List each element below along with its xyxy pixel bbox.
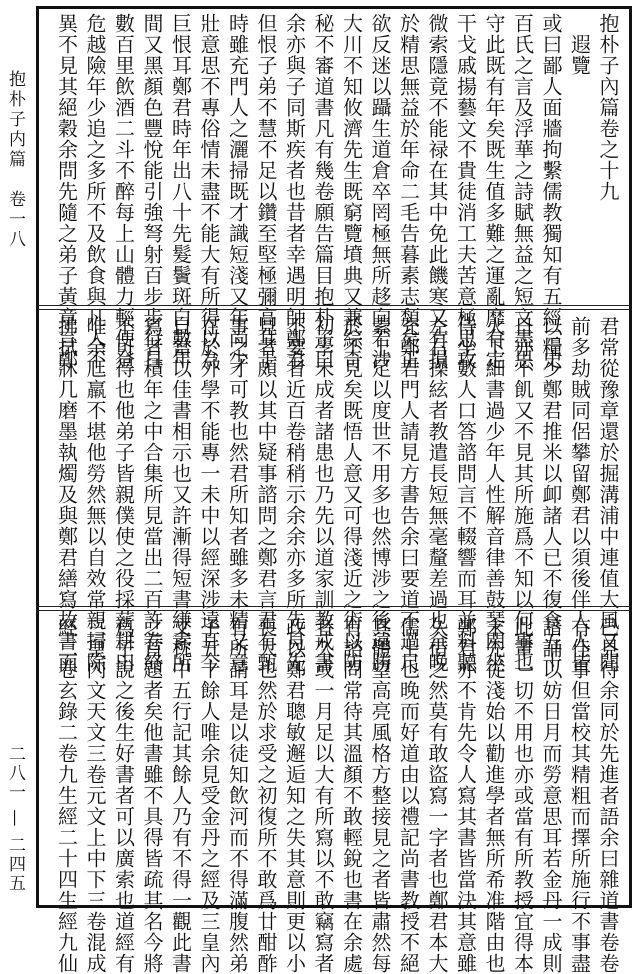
text-column: 寫者積年之中合集所見當出二百許卷終 [140,316,164,673]
text-column: 政以鄭君聰敏邂逅知之失其意則更以小 [282,617,307,974]
text-column: 爲子說之後生好書者可以廣索也道經有 [111,617,136,974]
text-column: 左右操絃者教遣長短無毫釐差過也余晚 [425,316,449,673]
text-column: 抱朴子內篇卷之十九 [596,13,620,202]
text-column: 子五十餘人唯余見受金丹之經及三皇內 [197,617,221,974]
text-column: 間又黑顏色豐悅能引強弩射百步步行日 [140,13,164,370]
book-title-margin: 抱朴子内篇 卷一八 [5,70,25,250]
text-column: 儒士也晚而好道由以禮記尚書教授不絕 [396,617,421,974]
text-panel-bottom [36,613,632,974]
text-column: 於不見矣既悟人意又可得淺近之術以防 [339,316,364,673]
column-block-top [52,13,622,370]
text-column: 者久或一月足以大有所寫以不敢竊寫者 [311,617,335,974]
text-column: 巨恨耳鄭君時年出八十先髮鬢斑白數年 [168,13,193,370]
text-column: 有佳事但當校其精粗而擇所施行不事盡 [567,617,592,974]
text-column: 末先從淺始以勸進學者無所希准階由也 [482,617,506,974]
text-column: 自當以佳書相示也又許漸得短書縑素所 [168,316,193,673]
text-column: 喪大也然於求受之初復所不敢爲廿酣酢 [254,617,278,974]
text-column: 秘不審道書凡有幾卷願告篇目抱朴子曰 [311,13,335,370]
page-number-margin: 二八一 — 二四五 [5,745,25,893]
text-column: 侍坐數人口答諮問言不輟響而耳並料聽 [453,316,478,673]
text-column: 鄭君亦不肯先令人寫其書皆當決其意雖 [453,617,478,974]
column-block-middle [52,316,622,673]
text-column: 危越險年少追之多所不及飲食與凡人不 [83,13,107,370]
text-column: 不可得也他弟子皆親僕使之役採薪耕田 [111,316,136,673]
text-column: 余亦與子同斯疾者也昔者幸遇明師鄭君 [282,13,307,370]
text-column: 初學未成者諸患也乃先以道家訓教戒書 [311,316,335,673]
text-column: 大川不知攸濟先生既窮覽墳典又兼綜奇 [339,13,364,370]
text-column: 異不見其絕穀余問先隨之弟子黃章言鄭 [54,13,79,370]
text-column: 有諮問常待其溫顏不敢輕銳也書在余處 [339,617,364,974]
text-column: 素上足以度世不用多也然博涉之後遠勝 [368,316,392,673]
text-column: 久借之然莫有敢盜寫一字者也鄭君本大 [425,617,449,974]
text-column: 拂拭牀几磨墨執燭及與鄭君繕寫故書而 [54,316,79,673]
text-column: 於精思無益於年命二毛告暮素志頽矣正 [396,13,421,370]
panel-divider-1b [36,309,632,310]
panel-divider-2b [36,610,632,611]
text-column: 遐覽 [567,13,592,76]
text-column: 其體望高亮風格方整接見之者皆肅然每 [368,617,392,974]
text-column: 前多劫賊同侶攀留鄭君以須後伴人人皆 [567,316,592,673]
text-column: 數百里飲酒二斗不醉每上山體力輕便登 [111,13,136,370]
text-column: 唯余尫羸不堪他勞然無以自效常親掃除 [83,316,107,673]
text-column: 干戈戚揚藝文不貴徒消工夫苦意極思攻 [453,13,478,370]
text-column: 微索隱竟不能禄在其中免此饑寒又有損 [425,13,449,370]
text-column: 火下細書過少年人性解音律善鼓琴閑坐 [482,316,506,673]
text-column: 諳誦以妨日月而勞意思耳若金丹一成則 [539,617,563,974]
text-column: 之首題者矣他書雖不具得皆疏其名今將 [140,617,164,974]
text-column: 但恨子弟不慧不足以鑽至堅極彌高耳于 [254,13,278,370]
text-column: 以糧少鄭君推米以卹諸人已不復食五十 [539,316,563,673]
text-column: 百氏之言及浮華之詩賦無益之短文盡思 [510,13,535,370]
text-column: 充鄭君門人請見方書告余曰要道不過尺 [396,316,421,673]
text-column: 事之才可教也然君所知者雖多未精又意 [225,316,250,673]
text-column: 不要者近百卷稍稍示余余亦多所先見先 [282,316,307,673]
text-column: 時雖充門人之灑掃既才識短淺又年尚少 [225,13,250,370]
text-column: 壯意思不專俗情未盡不能大有所得以為 [197,13,221,370]
text-column: 或曰鄙人面牆拘繫儒教獨知有五經三史 [539,13,563,370]
text-panel-middle [36,312,632,673]
text-column: 見者頗以其中疑事諮問之鄭君言君有甄 [254,316,278,673]
text-column: 欲反迷以躡生道倉卒罔極無所趍向若涉 [368,13,392,370]
panel-divider-2 [36,606,632,607]
text-column: 文枕中五行記其餘人乃有不得一觀此書 [168,617,193,974]
panel-divider-1 [36,305,632,306]
text-panel-top [36,9,632,370]
column-block-bottom [52,617,622,974]
text-column: 有所請耳是以徒知飲河而不得滿腹然弟 [225,617,250,974]
text-column: 在於外學不能專一未中以經深涉遠耳今 [197,316,221,673]
text-column: 此輩一切不用也亦或當有所教授宜得本 [510,617,535,974]
text-column: 已見待余同於先進者語余曰雜道書卷卷 [596,617,620,974]
text-column: 三皇內文天文三卷元文上中下三卷混成 [83,617,107,974]
text-column: 經二卷玄錄二卷九生經二十四生經九仙 [54,617,79,974]
text-column: 守此既有年矣既生值多難之運亂靡有定 [482,13,506,370]
text-column: 君常從豫章還於掘溝浦中連值大風又聞 [596,316,620,673]
text-column: 日亦不飢又不見其所施爲不知以何事也 [510,316,535,673]
